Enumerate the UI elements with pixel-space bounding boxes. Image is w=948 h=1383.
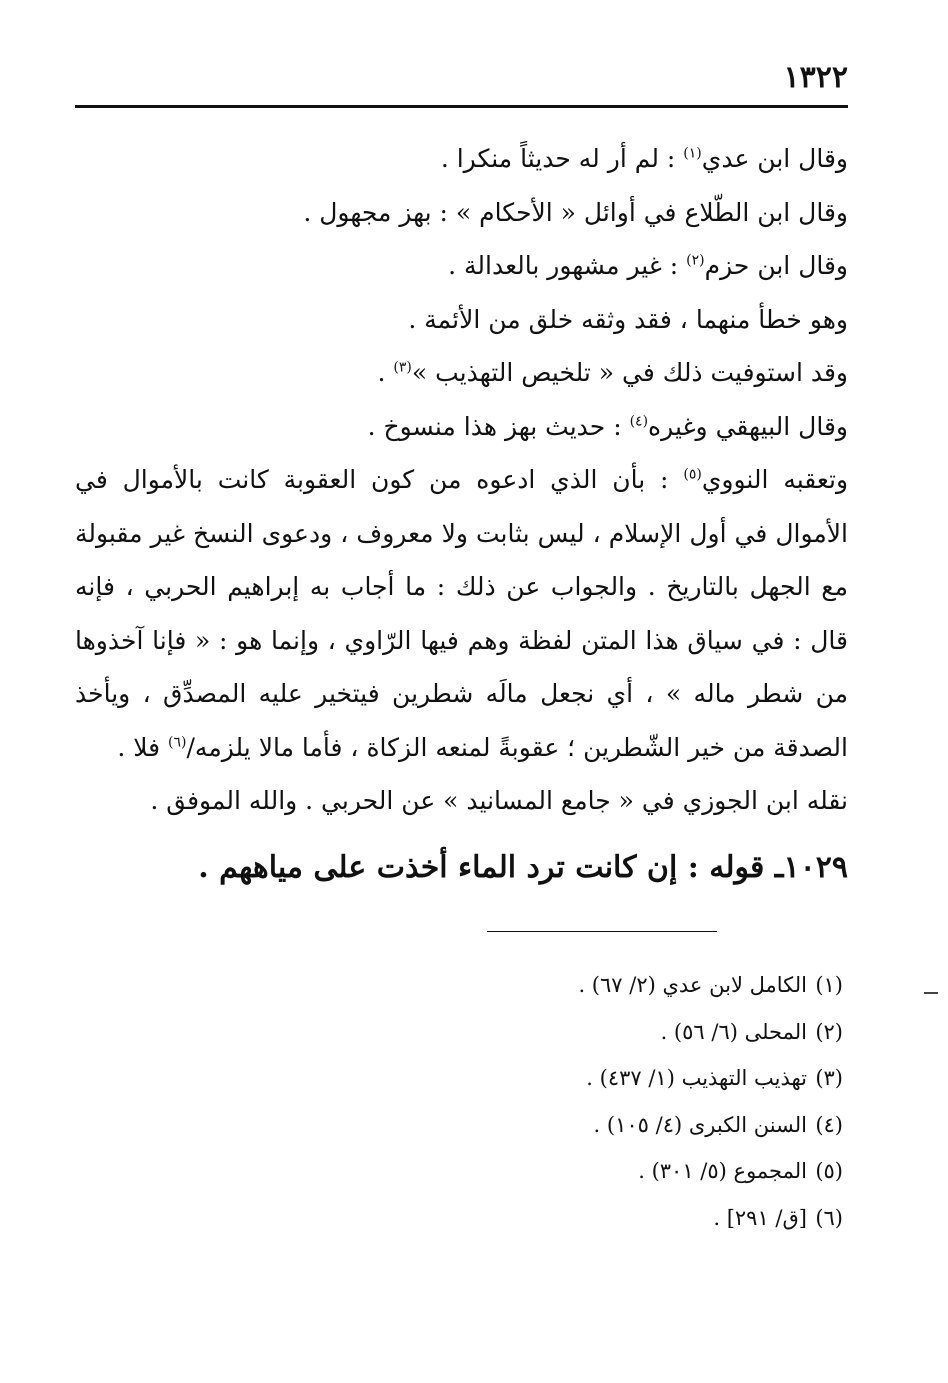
footnote-ref: (٥) [683,466,702,483]
footnote-ref: (٣) [393,359,412,376]
footnote-item: (٦)[ق/ ٢٩١] . [75,1195,843,1242]
footnote-divider [487,931,717,932]
footnote-marker: (١) [815,973,843,997]
footnote-item: (٥)المجموع (٥/ ٣٠١) . [75,1148,843,1195]
paragraph: وتعقبه النووي$^{(٥)}$ : بأن الذي ادعوه من كون العقوبة كانت بالأموال في الأموال في أول الإسلام ، ليس بثابت ولا معروف ، ودعوى النسخ غير مقبولة مع الجهل بالتاريخ . والجواب عن ذلك : ما أجاب به إبراهيم الحربي ، فإنه قال : في سياق هذا المتن لفظة وهم فيها الرّاوي ، وإنما هو : « فإنا آخذوها من شطر ماله » ، أي نجعل مالَه شطرين فيتخير عليه المصدِّق ، ويأخذ الصدقة من خير الشّطرين ؛ عقوبةً لمنعه الزكاة ، فأما مالا يلزمه/$^{(٦)}$ فلا . [75,465,849,762]
footnote-item: (٣)تهذيب التهذيب (١/ ٤٣٧) . [75,1055,843,1102]
footnote-item: (١)الكامل لابن عدي (٢/ ٦٧) . [75,962,843,1009]
footnote-ref: (٦) [168,734,187,751]
footnotes [75,962,843,1241]
footnote-marker: (٤) [815,1112,843,1137]
footnote-ref: (١) [683,145,702,162]
text-line: وقال البيهقي وغيره$^{(٤)}$ : حديث بهز هذا منسوخ . [367,411,848,441]
section-heading: ١٠٢٩ـ قوله : إن كانت ترد الماء أخذت على مياههم . [198,850,848,885]
footnote-marker: (٦) [815,1205,843,1230]
footnote-marker: (٢) [815,1019,843,1044]
text-line: وقال ابن حزم$^{(٢)}$ : غير مشهور بالعدالة . [448,251,848,280]
footnote-ref: (٢) [686,252,705,269]
text-line: وهو خطأ منهما ، فقد وثقه خلق من الأئمة . [408,304,848,334]
main-text [75,132,848,828]
footnote-marker: (٣) [815,1066,843,1090]
text-line: وقد استوفيت ذلك في « تلخيص التهذيب »$^{(٣)}$ . [377,358,848,387]
page-number: ١٣٢٢ [783,60,848,95]
footnote-item: (٢)المحلى (٦/ ٥٦) . [75,1009,843,1056]
text-line: وقال ابن الطّلاع في أوائل « الأحكام » : بهز مجهول . [303,197,848,227]
scan-edge-mark [924,992,938,994]
footnote-ref: (٤) [629,413,649,430]
footnote-item: (٤)السنن الكبرى (٤/ ١٠٥) . [75,1102,843,1149]
text-line: نقله ابن الجوزي في « جامع المسانيد » عن الحربي . والله الموفق . [150,786,848,815]
footnote-marker: (٥) [815,1159,843,1183]
page-header [75,60,848,108]
text-line: وقال ابن عدي$^{(١)}$ : لم أر له حديثاً منكرا . [440,144,848,173]
